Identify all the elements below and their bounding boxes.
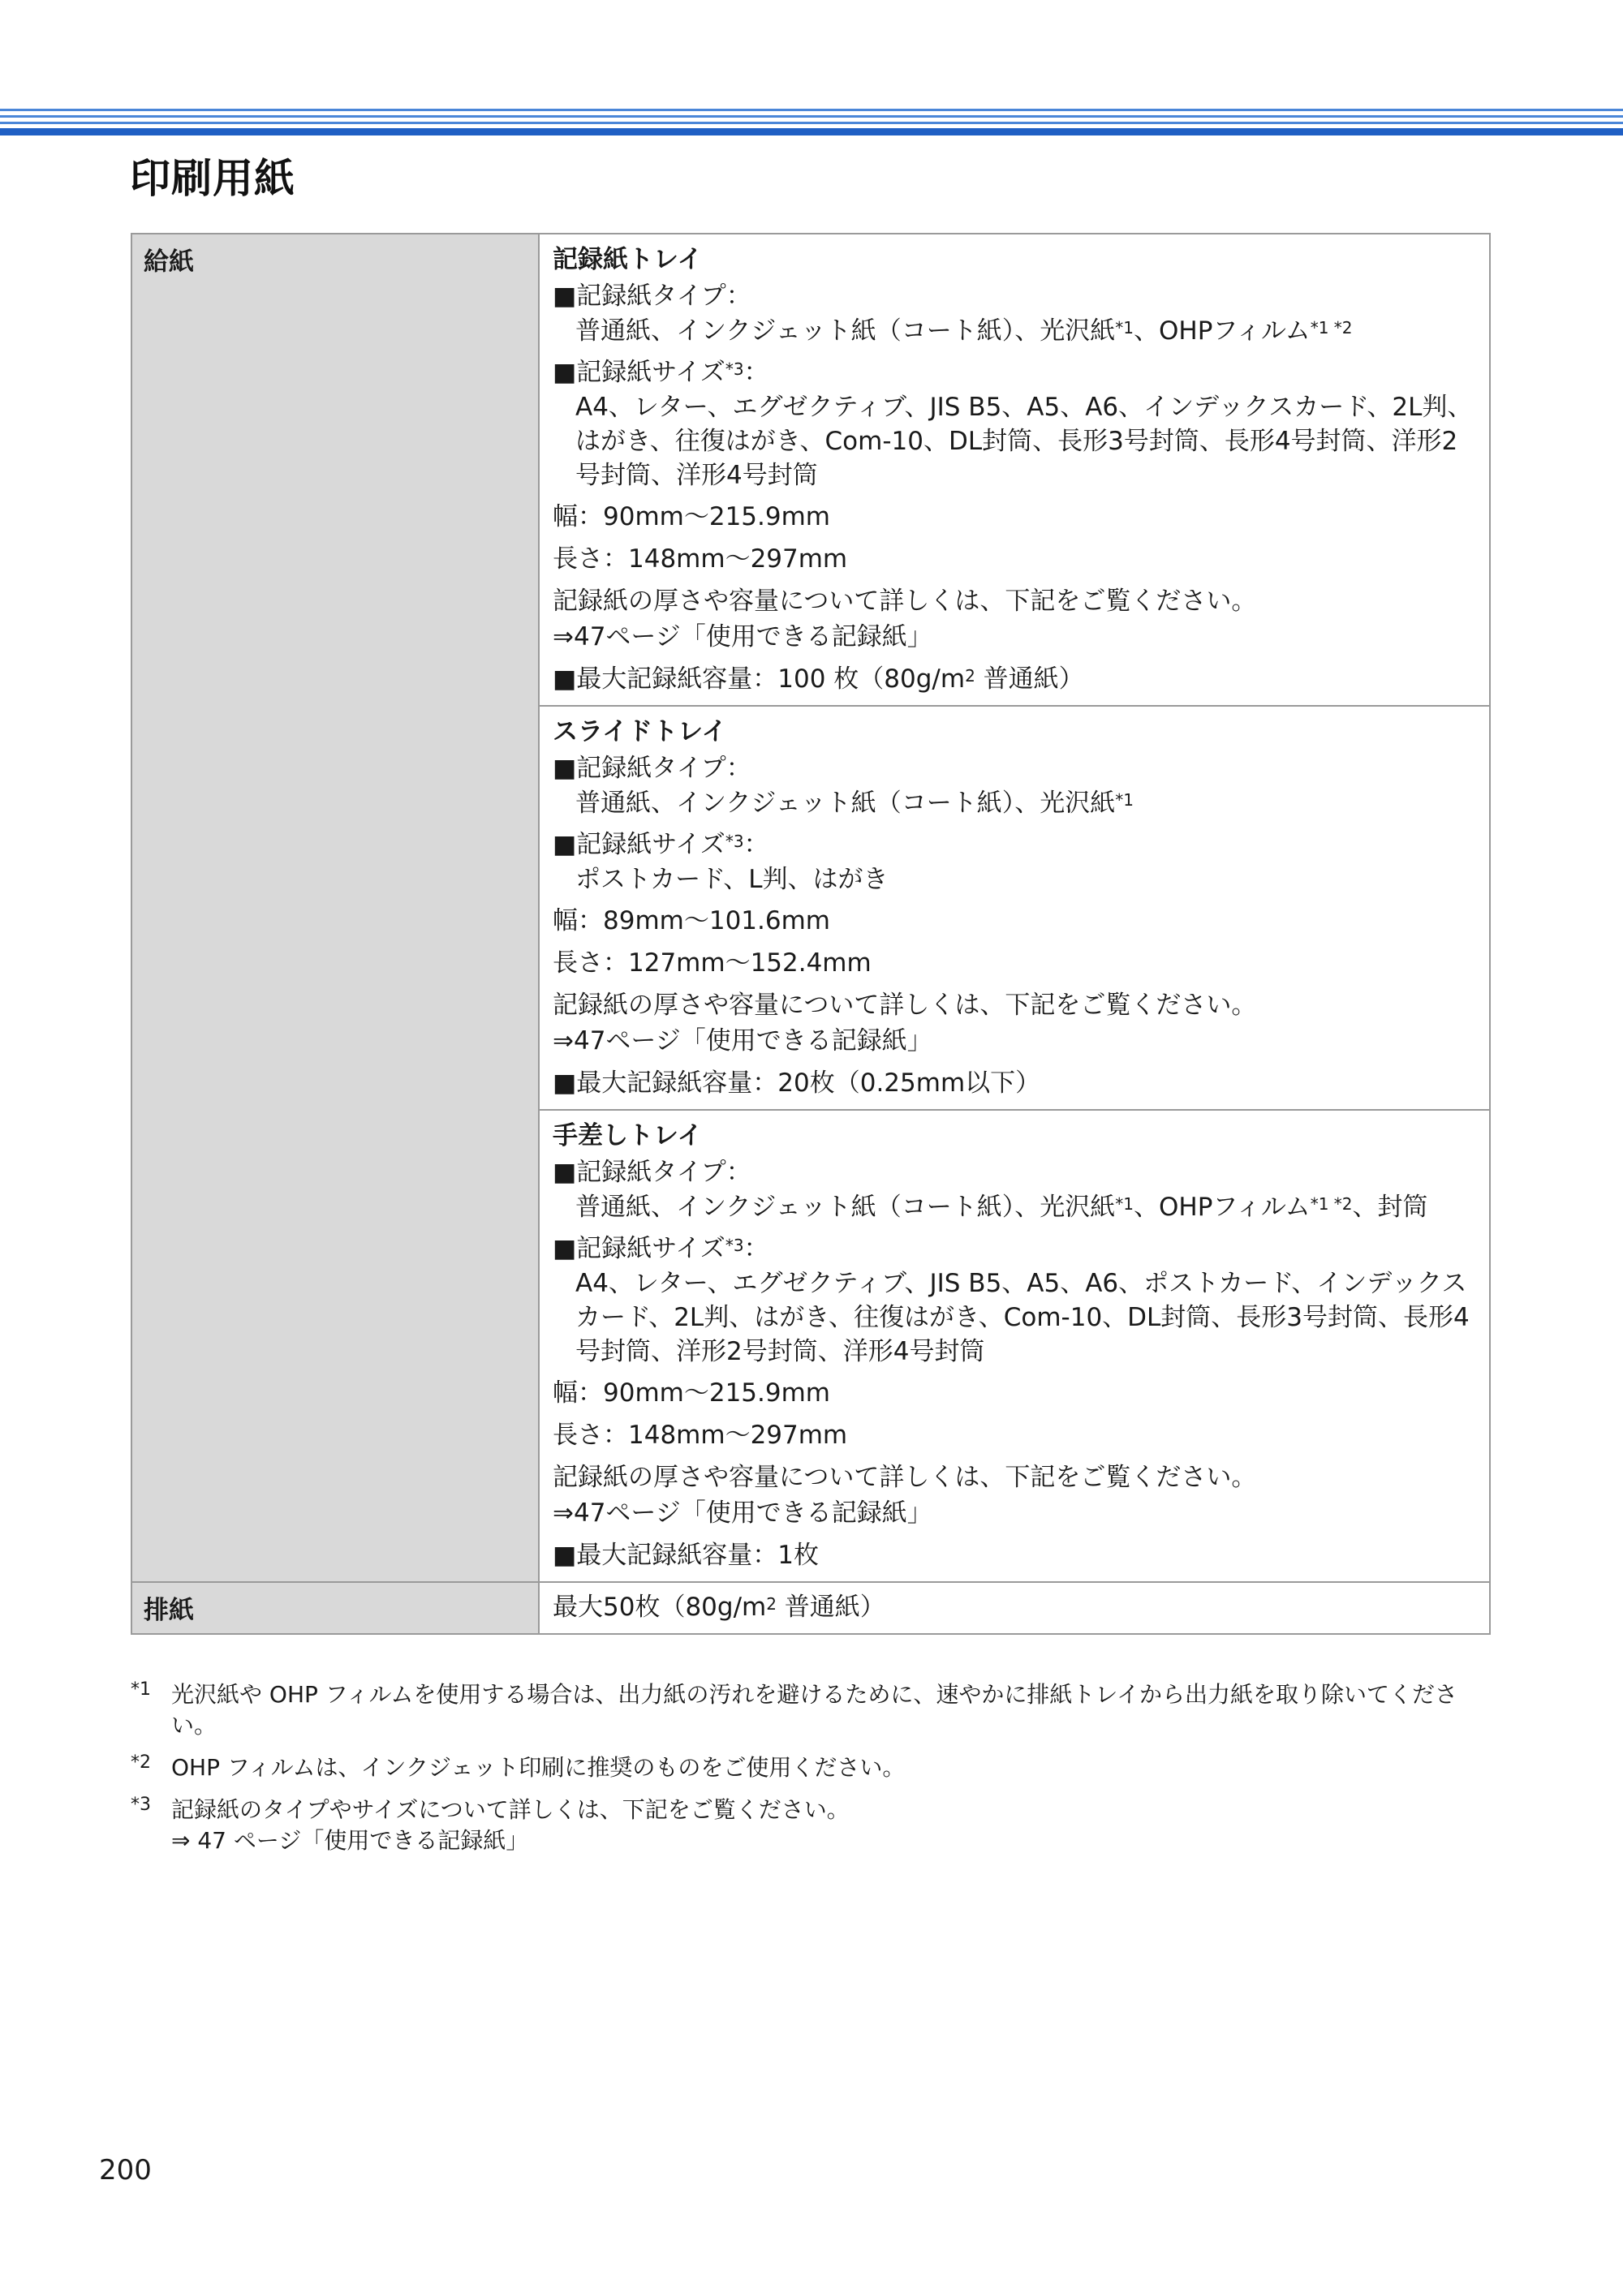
width-range: 幅：89mm～101.6mm bbox=[553, 906, 830, 935]
paper-spec-table bbox=[131, 233, 1491, 1635]
type-list: 普通紙、インクジェット紙（コート紙）、光沢紙$^{*1}$、OHPフィルム$^{*1 *2}$ bbox=[575, 316, 1353, 346]
footnote bbox=[131, 1795, 1494, 1856]
type-list: 普通紙、インクジェット紙（コート紙）、光沢紙$^{*1}$、OHPフィルム$^{*1 *2}$、封筒 bbox=[575, 1193, 1428, 1222]
detail-text: 記録紙の厚さや容量について詳しくは、下記をご覧ください。 bbox=[553, 587, 1257, 616]
footnote bbox=[131, 1752, 1494, 1783]
footnote bbox=[131, 1679, 1494, 1741]
page-title: 印刷用紙 bbox=[130, 155, 295, 202]
page-reference: ⇒47ページ「使用できる記録紙」 bbox=[553, 1026, 932, 1056]
footnotes bbox=[131, 1679, 1494, 1868]
page-number: 200 bbox=[99, 2154, 152, 2186]
footnote-reference: ⇒ 47 ページ「使用できる記録紙」 bbox=[171, 1827, 529, 1854]
section-title: 記録紙トレイ bbox=[553, 245, 703, 274]
size-label: ■記録紙サイズ$^{*3}$： bbox=[553, 358, 769, 387]
capacity: ■最大記録紙容量：100 枚（$80g/m^2$ 普通紙） bbox=[553, 664, 1084, 694]
size-list: A4、レター、エグゼクティブ、JIS B5、A5、A6、インデックスカード、2L判、はがき、往復はがき、Com-10、DL封筒、長形3号封筒、長形4号封筒、洋形2号封筒、洋形4号封筒 bbox=[575, 393, 1473, 490]
length-range: 長さ：148mm～297mm bbox=[553, 544, 848, 574]
footnote-mark: *2 bbox=[131, 1752, 151, 1773]
detail-text: 記録紙の厚さや容量について詳しくは、下記をご覧ください。 bbox=[553, 991, 1257, 1020]
width-range: 幅：90mm～215.9mm bbox=[553, 1378, 830, 1408]
header-rule bbox=[0, 109, 1623, 135]
feed-label: 給紙 bbox=[131, 234, 539, 1582]
detail-text: 記録紙の厚さや容量について詳しくは、下記をご覧ください。 bbox=[553, 1463, 1257, 1492]
footnote-text: OHP フィルムは、インクジェット印刷に推奨のものをご使用ください。 bbox=[171, 1754, 906, 1781]
type-list: 普通紙、インクジェット紙（コート紙）、光沢紙$^{*1}$ bbox=[575, 789, 1134, 818]
width-range: 幅：90mm～215.9mm bbox=[553, 502, 830, 531]
length-range: 長さ：148mm～297mm bbox=[553, 1421, 848, 1450]
section-slide-tray bbox=[539, 706, 1490, 1110]
output-capacity: 最大50枚（$80g/m^2$ 普通紙） bbox=[539, 1582, 1490, 1634]
section-paper-tray bbox=[539, 234, 1490, 706]
table-row bbox=[131, 1582, 1490, 1634]
type-label: ■記録紙タイプ： bbox=[553, 282, 751, 311]
size-label: ■記録紙サイズ$^{*3}$： bbox=[553, 830, 769, 859]
type-label: ■記録紙タイプ： bbox=[553, 754, 751, 783]
footnote-mark: *3 bbox=[131, 1795, 151, 1815]
footnote-mark: *1 bbox=[131, 1679, 151, 1700]
table-row bbox=[131, 234, 1490, 706]
type-label: ■記録紙タイプ： bbox=[553, 1158, 751, 1187]
page-reference: ⇒47ページ「使用できる記録紙」 bbox=[553, 622, 932, 651]
footnote-text: 記録紙のタイプやサイズについて詳しくは、下記をご覧ください。 bbox=[171, 1796, 850, 1823]
size-list: A4、レター、エグゼクティブ、JIS B5、A5、A6、ポストカード、インデックスカード、2L判、はがき、往復はがき、Com-10、DL封筒、長形3号封筒、長形4号封筒、洋形2号封筒、洋形4号封筒 bbox=[575, 1269, 1470, 1366]
capacity: ■最大記録紙容量：20枚（0.25mm以下） bbox=[553, 1068, 1041, 1098]
section-title: 手差しトレイ bbox=[553, 1121, 703, 1150]
length-range: 長さ：127mm～152.4mm bbox=[553, 948, 872, 978]
footnote-text: 光沢紙や OHP フィルムを使用する場合は、出力紙の汚れを避けるために、速やかに排紙トレイから出力紙を取り除いてください。 bbox=[171, 1681, 1458, 1739]
page-reference: ⇒47ページ「使用できる記録紙」 bbox=[553, 1498, 932, 1528]
size-list: ポストカード、L判、はがき bbox=[575, 865, 889, 894]
section-manual-tray bbox=[539, 1110, 1490, 1582]
section-title: スライドトレイ bbox=[553, 717, 727, 746]
size-label: ■記録紙サイズ$^{*3}$： bbox=[553, 1234, 769, 1263]
output-label: 排紙 bbox=[131, 1582, 539, 1634]
capacity: ■最大記録紙容量：1枚 bbox=[553, 1541, 820, 1570]
